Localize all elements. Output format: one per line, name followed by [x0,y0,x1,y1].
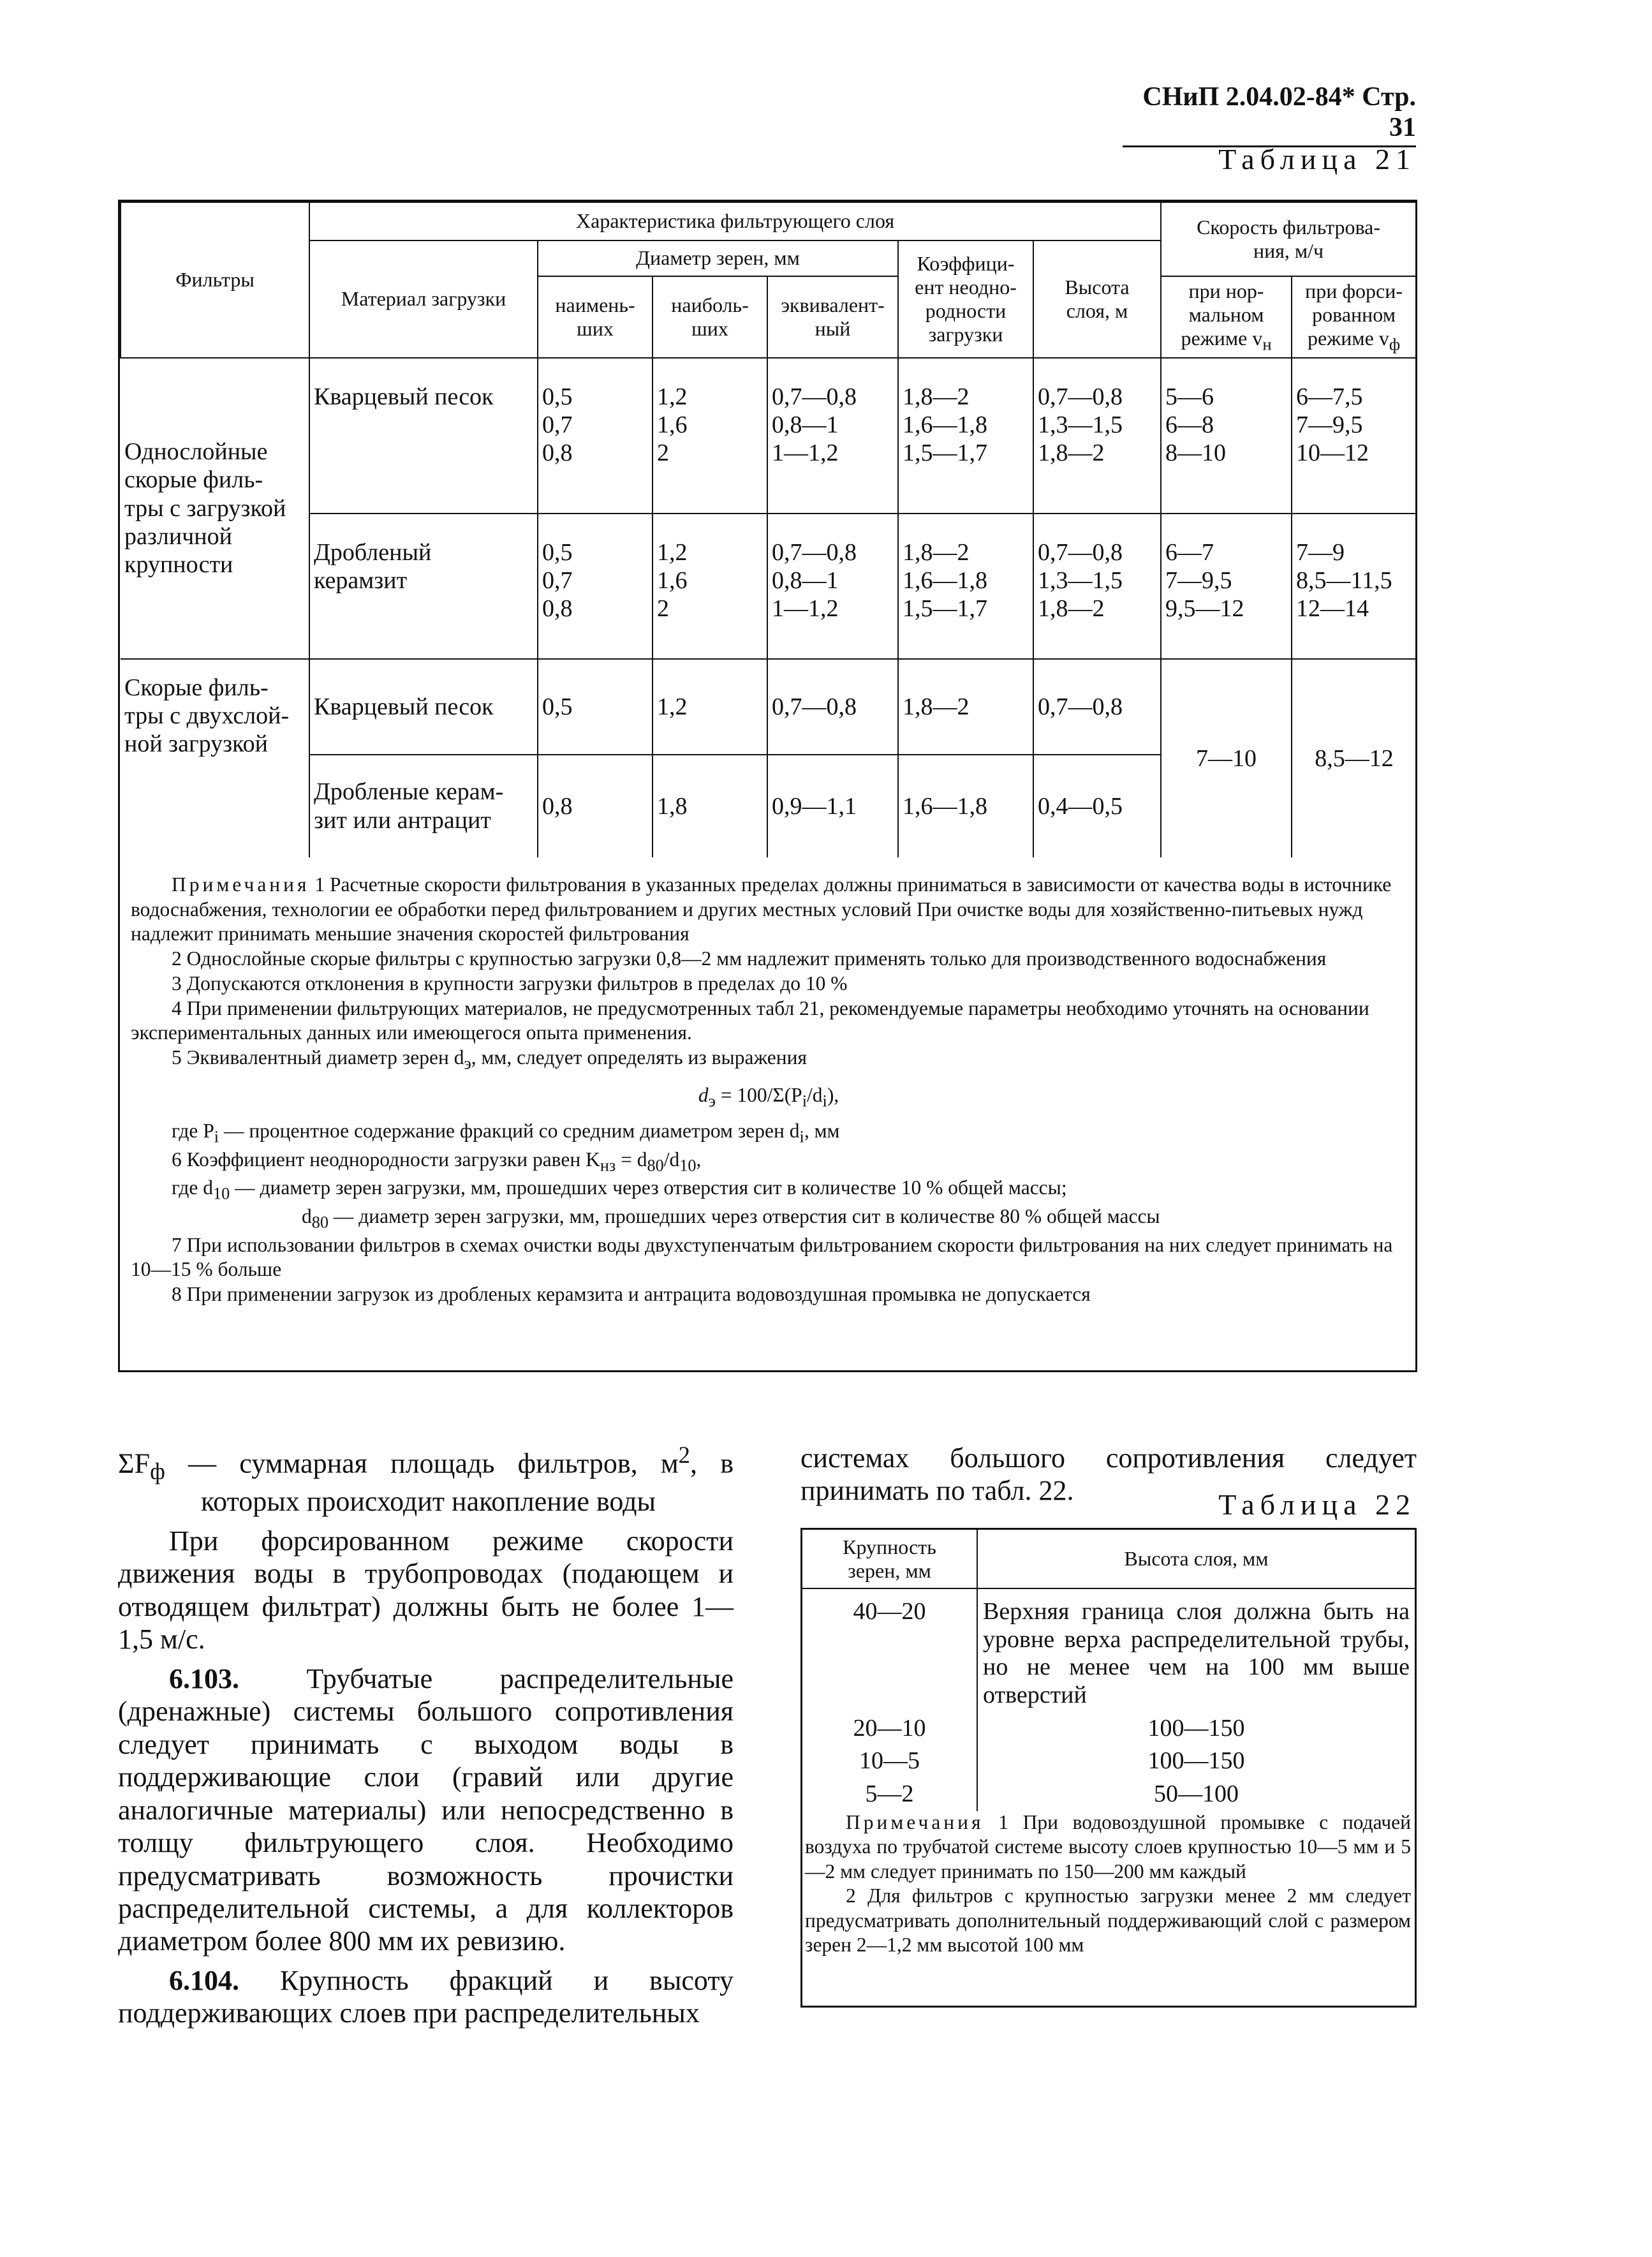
group-double-layer: Скорые филь- тры с двухслой- ной загрузкой [121,659,309,857]
cell-max: 1,2 1,6 2 [653,358,767,514]
table-21-notes [131,873,1406,1307]
note-3: 3 Допускаются отклонения в крупности загрузки фильтров в пределах до 10 % [172,972,848,995]
header-smallest: наимень- ших [538,276,653,358]
cell-k: 1,8—2 [898,659,1033,755]
header-speed: Скорость фильтрова- ния, м/ч [1161,202,1416,276]
header-filters: Фильтры [121,202,309,358]
header-material: Материал загрузки [309,241,538,358]
cell-double-vn: 7—10 [1161,659,1292,857]
cell-material: Кварцевый песок [309,358,538,514]
cell-k: 1,6—1,8 [898,755,1033,857]
note-where-d80: $d_{80}$ — диаметр зерен загрузки, мм, прошедших через отверстия сит в количестве 80 % общей массы [302,1205,1160,1232]
clause-6-104: 6.104. Крупность фракций и высоту поддерживающих слоев при распределительных [118,1964,734,2029]
cell-eq: 0,9—1,1 [767,755,898,857]
cell-k: 1,8—2 1,6—1,8 1,5—1,7 [898,514,1033,659]
left-column [118,1442,734,2030]
cell-min: 0,5 0,7 0,8 [538,358,653,514]
cell-grain: 10—5 [859,1747,920,1775]
cell-height: 50—100 [977,1778,1415,1811]
cell-height: 100—150 [977,1745,1415,1778]
running-head: СНиП 2.04.02-84* Стр. 31 [1123,82,1416,147]
cell-height: Верхняя граница слоя должна быть на уровне верха распределительной трубы, но не менее чем на 100 мм выше отверстий [977,1588,1415,1712]
table-21-caption: Таблица 21 [1218,143,1416,175]
group-single-layer: Однослойные скорые филь- тры с загрузкой различной крупности [124,438,286,578]
note-1: Примечания 1 При водовоздушной промывке с подачей воздуха по трубчатой системе высоту слоев крупностью 10—5 мм и 5—2 мм следует принимать по 150—200 мм каждый [805,1811,1411,1883]
cell-vn: 5—6 6—8 8—10 [1161,358,1292,514]
header-layer-height: Высота слоя, м [1033,241,1161,358]
cell-h: 0,7—0,8 [1033,659,1161,755]
header-height: Высота слоя, мм [977,1530,1415,1588]
cell-double-vf: 8,5—12 [1292,659,1416,857]
cell-grain: 5—2 [865,1780,914,1808]
cell-max: 1,8 [653,755,767,857]
cell-material: Дробленые керам- зит или антрацит [309,755,538,857]
header-grain: Крупность зерен, мм [802,1530,977,1588]
header-characteristic: Характеристика фильтрующего слоя [309,202,1161,241]
note-where-p: где $P_i$ — процентное содержание фракций со средним диаметром зерен $d_i$, мм [172,1120,840,1146]
cell-max: 1,2 1,6 2 [653,514,767,659]
note-1: Примечания 1 Расчетные скорости фильтрования в указанных пределах должны приниматься в зависимости от качества воды в источнике водоснабжения, технологии ее обработки перед фильтрованием и других местных условий При очистке воды для хозяйственно-питьевых нужд надлежит принимать меньшие значения скоростей фильтрования [131,873,1392,945]
note-5: 5 Эквивалентный диаметр зерен $d_э$, мм, следует определять из выражения [172,1046,807,1073]
cell-material: Кварцевый песок [309,659,538,755]
cell-max: 1,2 [653,659,767,755]
clause-6-103: 6.103. Трубчатые распределительные (дренажные) системы большого сопротивления следует принимать с выходом воды в поддерживающие слои (гравий или другие аналогичные материалы) или непосредственно в толщу фильтрующего слоя. Необходимо предусматривать возможность прочистки распределительной системы, а для коллекторов диаметром более 800 мм их ревизию. [118,1662,734,1957]
note-2: 2 Для фильтров с крупностью загрузки менее 2 мм следует предусматривать дополнительный поддерживающий слой с размером зерен 2—1,2 мм высотой 100 мм [805,1884,1411,1957]
cell-vf: 7—9 8,5—11,5 12—14 [1292,514,1416,659]
cell-grain: 40—20 [853,1598,926,1625]
paragraph-forced-mode: При форсированном режиме скорости движения воды в трубопроводах (подающем и отводящем фильтрат) должны быть не более 1—1,5 м/с. [118,1525,734,1655]
cell-min: 0,5 0,7 0,8 [538,514,653,659]
header-forced: при форси- рованном режиме $v_ф$ [1292,276,1416,358]
cell-vf: 6—7,5 7—9,5 10—12 [1292,358,1416,514]
header-nonuniformity: Коэффици- ент неодно- родности загрузки [898,241,1033,358]
cell-material: Дробленый керамзит [309,514,538,659]
note-2: 2 Однослойные скорые фильтры с крупностью загрузки 0,8—2 мм надлежит применять только для производственного водоснабжения [172,947,1327,970]
header-normal: при нор- мальном режиме $v_н$ [1161,276,1292,358]
header-grain-diameter: Диаметр зерен, мм [538,241,898,276]
equivalent-diameter-formula: $d_э = 100/\Sigma(P_i/d_i)$, [698,1083,839,1111]
header-largest: наиболь- ших [653,276,767,358]
cell-grain: 20—10 [853,1714,926,1742]
sum-definition: $\Sigma F_ф$ — суммарная площадь фильтров, $м^2$, в которых происходит накопление воды [118,1442,734,1518]
cell-min: 0,5 [538,659,653,755]
header-equivalent: эквивалент- ный [767,276,898,358]
note-8: 8 При применении загрузок из дробленых керамзита и антрацита водовоздушная промывка не допускается [172,1283,1091,1306]
cell-min: 0,8 [538,755,653,857]
cell-eq: 0,7—0,8 [767,659,898,755]
table-22-reference: системах большого сопротивления следует принимать по табл. 22. [800,1442,1417,1507]
cell-eq: 0,7—0,8 0,8—1 1—1,2 [767,358,898,514]
cell-h: 0,7—0,8 1,3—1,5 1,8—2 [1033,514,1161,659]
cell-vn: 6—7 7—9,5 9,5—12 [1161,514,1292,659]
cell-h: 0,7—0,8 1,3—1,5 1,8—2 [1033,358,1161,514]
note-6: 6 Коэффициент неоднородности загрузки равен $K_{нз} = d_{80}/d_{10}$, [172,1148,702,1175]
cell-h: 0,4—0,5 [1033,755,1161,857]
note-7: 7 При использовании фильтров в схемах очистки воды двухступенчатым фильтрованием скорости фильтрования на них следует принимать на 10—15 % больше [131,1233,1393,1281]
table-22-caption: Таблица 22 [1218,1488,1416,1521]
cell-eq: 0,7—0,8 0,8—1 1—1,2 [767,514,898,659]
cell-height: 100—150 [977,1712,1415,1745]
note-4: 4 При применении фильтрующих материалов, не предусмотренных табл 21, рекомендуемые параметры необходимо уточнять на основании экспериментальных данных или имеющегося опыта применения. [131,996,1369,1044]
cell-k: 1,8—2 1,6—1,8 1,5—1,7 [898,358,1033,514]
note-where-d10: где $d_{10}$ — диаметр зерен загрузки, мм, прошедших через отверстия сит в количестве 10 % общей массы; [172,1176,1067,1203]
table-22-notes [805,1810,1411,1958]
